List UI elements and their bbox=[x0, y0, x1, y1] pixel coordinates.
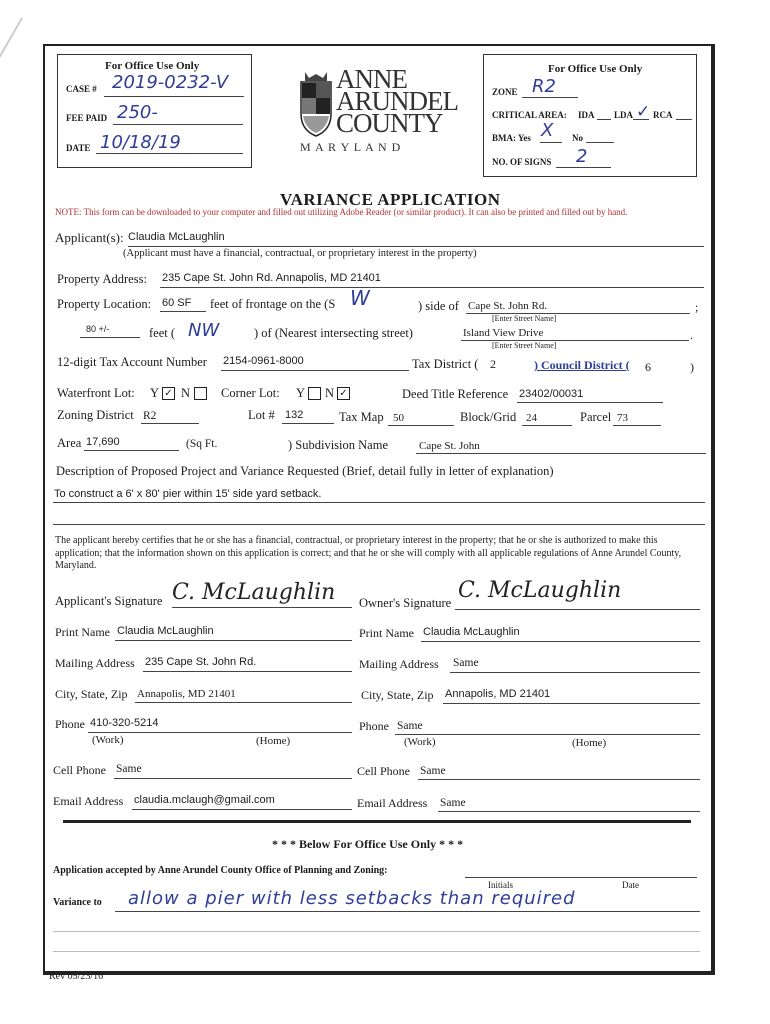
nearest-street-text: ) of (Nearest intersecting street) bbox=[254, 326, 413, 340]
logo-county: COUNTY bbox=[336, 108, 443, 138]
parcel-label: Parcel bbox=[580, 410, 612, 424]
block-grid-value[interactable]: 24 bbox=[526, 412, 537, 424]
bma-no-label: No bbox=[572, 133, 583, 143]
semicolon: ; bbox=[695, 300, 699, 314]
feet-value[interactable]: 80 +/- bbox=[86, 324, 110, 334]
date-caption-label: Date bbox=[622, 880, 639, 890]
owner-city-label: City, State, Zip bbox=[361, 688, 434, 702]
council-district-value[interactable]: 6 bbox=[645, 360, 651, 374]
phone-work-label: (Work) bbox=[92, 734, 124, 746]
revision-label: Rev 05/23/16 bbox=[49, 971, 104, 982]
zone-label: ZONE bbox=[492, 87, 518, 97]
print-name-label: Print Name bbox=[55, 625, 110, 639]
owner-cell-value[interactable]: Same bbox=[420, 765, 446, 777]
form-frame bbox=[43, 44, 715, 975]
applicant-signature[interactable]: C. McLaughlin bbox=[172, 580, 336, 605]
phone-value[interactable]: 410-320-5214 bbox=[90, 717, 159, 729]
waterfront-n-label: N bbox=[181, 386, 191, 400]
owner-email-value[interactable]: Same bbox=[440, 797, 466, 809]
owner-phone-label: Phone bbox=[359, 719, 389, 733]
phone-label: Phone bbox=[55, 717, 85, 731]
council-district-label: ) Council District ( bbox=[534, 358, 630, 372]
cell-label: Cell Phone bbox=[53, 763, 106, 777]
applicant-label: Applicant(s): bbox=[55, 230, 124, 245]
signs-label: NO. OF SIGNS bbox=[492, 157, 552, 167]
tax-map-label: Tax Map bbox=[339, 410, 384, 424]
mailing-label: Mailing Address bbox=[55, 656, 135, 670]
tax-account-value[interactable]: 2154-0961-8000 bbox=[223, 355, 304, 367]
accepted-label: Application accepted by Anne Arundel County Office of Planning and Zoning: bbox=[53, 865, 388, 876]
county-seal-icon bbox=[297, 70, 335, 138]
cell-value[interactable]: Same bbox=[116, 763, 142, 775]
waterfront-yes-checkbox[interactable]: ✓ bbox=[162, 387, 175, 400]
zoning-value[interactable]: R2 bbox=[143, 410, 157, 422]
corner-y-label: Y bbox=[296, 386, 306, 400]
waterfront-y-label: Y bbox=[150, 386, 160, 400]
print-name-value[interactable]: Claudia McLaughlin bbox=[117, 625, 214, 637]
phone-home-label: (Home) bbox=[256, 735, 291, 747]
enter-street-hint-1: [Enter Street Name] bbox=[492, 314, 557, 323]
mailing-value[interactable]: 235 Cape St. John Rd. bbox=[145, 656, 257, 668]
block-grid-label: Block/Grid bbox=[460, 410, 517, 424]
logo-anne: ANNE bbox=[336, 64, 407, 94]
city-label: City, State, Zip bbox=[55, 687, 128, 701]
parcel-value[interactable]: 73 bbox=[617, 412, 628, 424]
lot-label: Lot # bbox=[248, 408, 275, 422]
description-label: Description of Proposed Project and Variance Requested (Brief, detail fully in letter of explanation) bbox=[56, 464, 554, 478]
owner-phone-work-label: (Work) bbox=[404, 736, 436, 748]
variance-to-label: Variance to bbox=[53, 897, 102, 908]
date-value: 10/18/19 bbox=[100, 132, 181, 153]
street-two[interactable]: Island View Drive bbox=[463, 327, 544, 339]
owner-city-value[interactable]: Annapolis, MD 21401 bbox=[445, 688, 551, 700]
frontage-value[interactable]: 60 SF bbox=[162, 297, 192, 309]
direction-mark: NW bbox=[188, 320, 220, 341]
waterfront-label: Waterfront Lot: bbox=[57, 386, 135, 400]
initials-label: Initials bbox=[488, 880, 513, 890]
zoning-label: Zoning District bbox=[57, 408, 134, 422]
divider bbox=[63, 820, 691, 823]
office-box-right-title: For Office Use Only bbox=[548, 63, 643, 75]
street-one[interactable]: Cape St. John Rd. bbox=[468, 300, 548, 312]
rca-label: RCA bbox=[653, 110, 673, 120]
description-value[interactable]: To construct a 6' x 80' pier within 15' side yard setback. bbox=[54, 488, 322, 500]
fee-label: FEE PAID bbox=[66, 113, 108, 123]
fee-paid-value: 250- bbox=[117, 102, 158, 123]
office-use-header: * * * Below For Office Use Only * * * bbox=[272, 837, 464, 851]
tax-district-value[interactable]: 2 bbox=[490, 357, 496, 371]
sqft-label: (Sq Ft. bbox=[186, 438, 218, 450]
office-box-title: For Office Use Only bbox=[105, 60, 200, 72]
date-label: DATE bbox=[66, 143, 91, 153]
side-of-text: ) side of bbox=[418, 299, 459, 313]
enter-street-hint-2: [Enter Street Name] bbox=[492, 341, 557, 350]
subdivision-value[interactable]: Cape St. John bbox=[419, 440, 480, 452]
certification-text: The applicant hereby certifies that he or she has a financial, contractual, or proprietary interest in the property; that he or she is authorized to make this application; that the information shown on this application is correct; and that he or she will comply with all applicable regulations of Anne Arundel County, Maryland. bbox=[55, 535, 682, 571]
owner-mailing-value[interactable]: Same bbox=[453, 657, 479, 669]
applicant-name[interactable]: Claudia McLaughlin bbox=[128, 231, 225, 243]
city-value[interactable]: Annapolis, MD 21401 bbox=[137, 688, 236, 700]
corner-n-label: N bbox=[325, 386, 335, 400]
lda-checkmark: ✓ bbox=[636, 102, 651, 122]
logo-state: M A R Y L A N D bbox=[300, 140, 402, 154]
corner-yes-checkbox[interactable] bbox=[308, 387, 321, 400]
deed-value[interactable]: 23402/00031 bbox=[519, 388, 584, 400]
waterfront-no-checkbox[interactable] bbox=[194, 387, 207, 400]
feet-text: feet ( bbox=[149, 326, 176, 340]
case-number: 2019-0232-V bbox=[112, 72, 229, 93]
owner-signature-label: Owner's Signature bbox=[359, 596, 452, 610]
signs-value: 2 bbox=[576, 146, 588, 167]
lot-value[interactable]: 132 bbox=[285, 409, 304, 421]
area-value[interactable]: 17,690 bbox=[86, 436, 120, 448]
council-close-paren: ) bbox=[690, 360, 694, 374]
property-location-label: Property Location: bbox=[57, 297, 152, 311]
property-address-value[interactable]: 235 Cape St. John Rd. Annapolis, MD 21401 bbox=[162, 272, 381, 284]
tax-district-label: Tax District ( bbox=[412, 357, 479, 371]
side-mark: W bbox=[350, 286, 370, 310]
owner-phone-home-label: (Home) bbox=[572, 737, 607, 749]
deed-label: Deed Title Reference bbox=[402, 387, 509, 401]
variance-to-value[interactable]: allow a pier with less setbacks than required bbox=[128, 888, 576, 909]
case-label: CASE # bbox=[66, 84, 97, 94]
owner-signature[interactable]: C. McLaughlin bbox=[458, 578, 622, 603]
property-address-label: Property Address: bbox=[57, 272, 147, 286]
scan-mark bbox=[0, 18, 23, 71]
form-note: NOTE: This form can be downloaded to your computer and filled out utilizing Adobe Reader (or similar product). It can also be printed and filled out by hand. bbox=[55, 207, 628, 217]
logo-arundel: ARUNDEL bbox=[336, 86, 458, 116]
zone-value: R2 bbox=[532, 76, 556, 97]
corner-no-checkbox[interactable]: ✓ bbox=[337, 387, 350, 400]
applicant-signature-label: Applicant's Signature bbox=[55, 594, 163, 608]
owner-print-name-value[interactable]: Claudia McLaughlin bbox=[423, 626, 520, 638]
tax-account-label: 12-digit Tax Account Number bbox=[57, 355, 207, 369]
period: . bbox=[690, 328, 693, 342]
frontage-text: feet of frontage on the (S bbox=[210, 297, 336, 311]
ida-label: IDA bbox=[578, 110, 595, 120]
subdivision-label: ) Subdivision Name bbox=[288, 438, 388, 452]
bma-yes-mark: X bbox=[541, 120, 554, 141]
corner-lot-label: Corner Lot: bbox=[221, 386, 280, 400]
critical-area-label: CRITICAL AREA: bbox=[492, 110, 567, 120]
owner-email-label: Email Address bbox=[357, 796, 428, 810]
email-value[interactable]: claudia.mclaugh@gmail.com bbox=[134, 794, 275, 806]
email-label: Email Address bbox=[53, 794, 124, 808]
tax-map-value[interactable]: 50 bbox=[393, 412, 404, 424]
owner-cell-label: Cell Phone bbox=[357, 764, 410, 778]
bma-label: BMA: Yes bbox=[492, 133, 531, 143]
owner-print-name-label: Print Name bbox=[359, 626, 414, 640]
form-title: VARIANCE APPLICATION bbox=[280, 190, 501, 209]
owner-mailing-label: Mailing Address bbox=[359, 657, 439, 671]
owner-phone-value[interactable]: Same bbox=[397, 720, 423, 732]
lda-label: LDA bbox=[614, 110, 634, 120]
applicant-sub-note: (Applicant must have a financial, contractual, or proprietary interest in the property) bbox=[123, 248, 477, 259]
area-label: Area bbox=[57, 436, 82, 450]
